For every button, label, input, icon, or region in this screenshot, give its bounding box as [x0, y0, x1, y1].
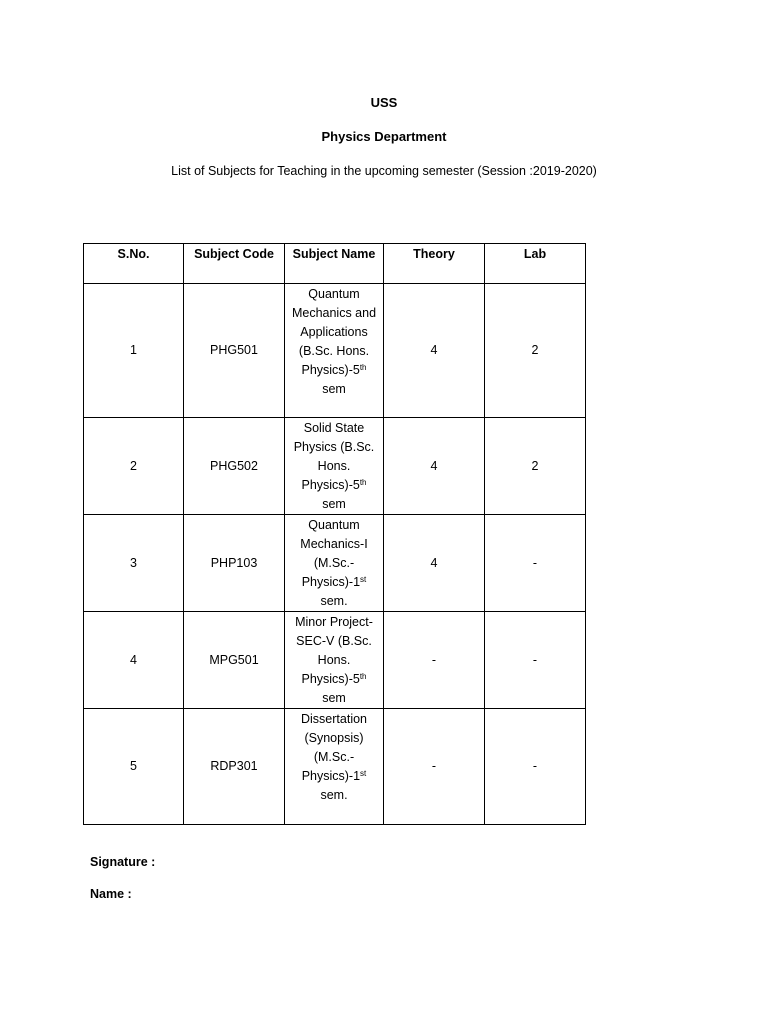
name-label: Name : — [90, 887, 132, 901]
cell-sno: 3 — [84, 515, 184, 612]
subjects-table — [83, 243, 586, 825]
subject-name-text: Minor Project-SEC-V (B.Sc. Hons. Physics)-5 — [295, 615, 373, 686]
cell-sno: 5 — [84, 709, 184, 825]
header-lab: Lab — [485, 244, 586, 284]
cell-subject-name — [285, 284, 384, 418]
list-title: List of Subjects for Teaching in the upcoming semester (Session :2019-2020) — [171, 164, 597, 178]
ordinal-suffix: th — [359, 363, 367, 372]
header-subject-name: Subject Name — [285, 244, 384, 284]
subject-name-text: Quantum Mechanics and Applications (B.Sc. Hons. Physics)-5 — [291, 287, 377, 377]
cell-lab: - — [485, 612, 586, 709]
cell-theory: 4 — [384, 284, 485, 418]
cell-code: PHG501 — [184, 284, 285, 418]
cell-lab: - — [485, 709, 586, 825]
cell-subject-name — [285, 515, 384, 612]
cell-subject-name — [285, 418, 384, 515]
table-row — [84, 418, 586, 515]
cell-theory: 4 — [384, 515, 485, 612]
cell-code: PHG502 — [184, 418, 285, 515]
cell-code: MPG501 — [184, 612, 285, 709]
ordinal-suffix: th — [359, 478, 367, 487]
table-row — [84, 284, 586, 418]
cell-subject-name — [285, 709, 384, 825]
cell-lab: 2 — [485, 284, 586, 418]
subject-name-tail: sem. — [320, 788, 348, 802]
subject-name-tail: sem — [322, 497, 346, 511]
subject-name-text: Quantum Mechanics-I (M.Sc.-Physics)-1 — [300, 518, 368, 589]
cell-theory: - — [384, 612, 485, 709]
table-row — [84, 612, 586, 709]
ordinal-suffix: st — [360, 769, 367, 778]
subject-name-text: Solid State Physics (B.Sc. Hons. Physics)-5 — [293, 421, 375, 492]
ordinal-suffix: st — [360, 575, 367, 584]
cell-theory: - — [384, 709, 485, 825]
header-sno: S.No. — [84, 244, 184, 284]
subject-name-text: Dissertation (Synopsis) (M.Sc.-Physics)-1 — [301, 712, 367, 783]
subject-name-tail: sem — [322, 691, 346, 705]
cell-lab: - — [485, 515, 586, 612]
header-theory: Theory — [384, 244, 485, 284]
cell-sno: 2 — [84, 418, 184, 515]
signature-label: Signature : — [90, 855, 156, 869]
header-subject-code: Subject Code — [184, 244, 285, 284]
subject-name-tail: sem. — [320, 594, 348, 608]
cell-sno: 4 — [84, 612, 184, 709]
cell-subject-name — [285, 612, 384, 709]
subject-name-tail: sem — [322, 382, 346, 396]
ordinal-suffix: th — [359, 672, 367, 681]
cell-code: RDP301 — [184, 709, 285, 825]
table-header-row — [84, 244, 586, 284]
cell-code: PHP103 — [184, 515, 285, 612]
organization-title: USS — [370, 95, 398, 110]
cell-sno: 1 — [84, 284, 184, 418]
cell-theory: 4 — [384, 418, 485, 515]
table-row — [84, 515, 586, 612]
department-title: Physics Department — [321, 129, 447, 144]
cell-lab: 2 — [485, 418, 586, 515]
table-row — [84, 709, 586, 825]
